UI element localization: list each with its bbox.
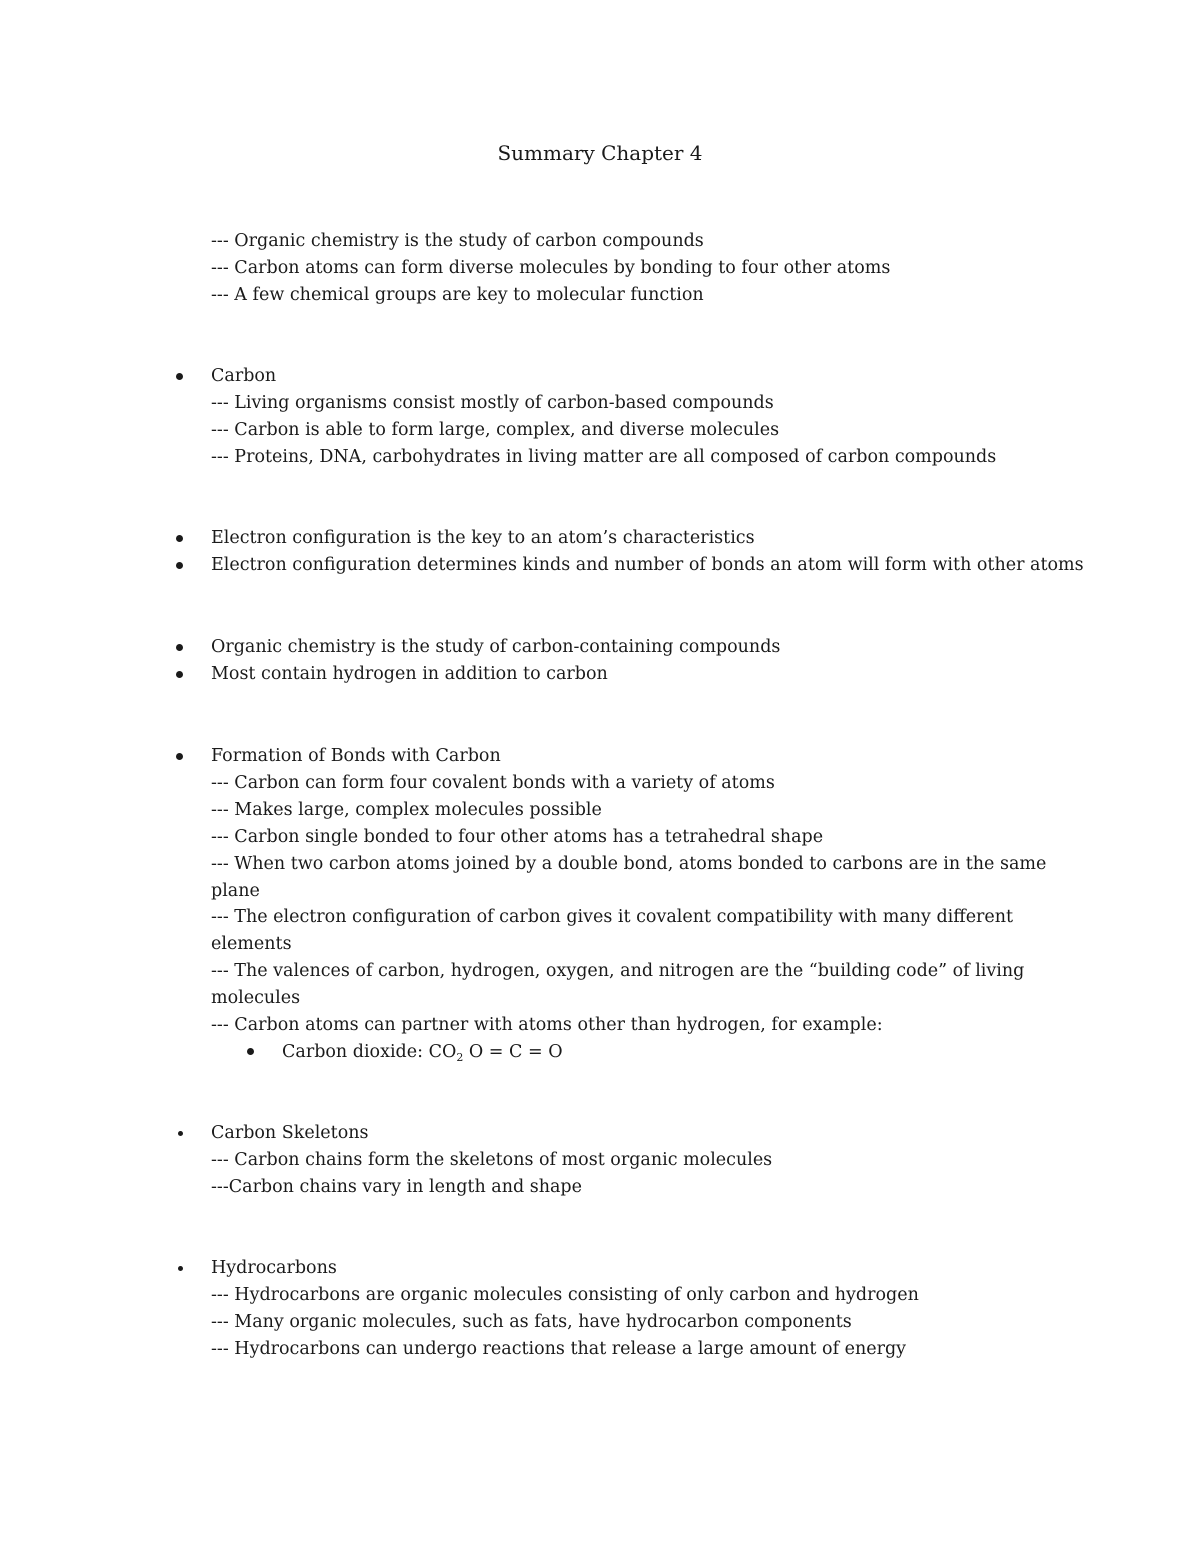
bonds-line: --- Makes large, complex molecules possible bbox=[211, 800, 602, 820]
organic-item: Organic chemistry is the study of carbon-containing compounds bbox=[211, 637, 781, 657]
bullet-icon bbox=[176, 535, 183, 542]
co2-suffix: O = C = O bbox=[463, 1042, 563, 1062]
co2-subscript: 2 bbox=[456, 1051, 464, 1064]
section-heading-bonds: Formation of Bonds with Carbon bbox=[211, 746, 501, 766]
co2-prefix: Carbon dioxide: CO bbox=[282, 1042, 457, 1062]
carbon-line: --- Living organisms consist mostly of carbon-based compounds bbox=[211, 393, 774, 413]
skeletons-line: ---Carbon chains vary in length and shape bbox=[211, 1177, 582, 1197]
bonds-line: --- Carbon atoms can partner with atoms other than hydrogen, for example: bbox=[211, 1015, 883, 1035]
bonds-line: --- The valences of carbon, hydrogen, oxygen, and nitrogen are the “building code” of living bbox=[211, 961, 1025, 981]
intro-line: --- Organic chemistry is the study of carbon compounds bbox=[211, 231, 704, 251]
bullet-icon bbox=[178, 1266, 183, 1271]
skeletons-line: --- Carbon chains form the skeletons of most organic molecules bbox=[211, 1150, 773, 1170]
page-title: Summary Chapter 4 bbox=[497, 141, 703, 165]
bonds-line: elements bbox=[211, 934, 292, 954]
bullet-icon bbox=[247, 1048, 254, 1055]
electron-item: Electron configuration is the key to an atom’s characteristics bbox=[211, 528, 755, 548]
bonds-line: --- Carbon single bonded to four other atoms has a tetrahedral shape bbox=[211, 827, 824, 847]
bullet-icon bbox=[176, 373, 183, 380]
bullet-icon bbox=[176, 671, 183, 678]
bonds-line: plane bbox=[211, 881, 260, 901]
bonds-line: --- When two carbon atoms joined by a double bond, atoms bonded to carbons are in the same bbox=[211, 854, 1047, 874]
intro-line: --- A few chemical groups are key to molecular function bbox=[211, 285, 704, 305]
section-heading-skeletons: Carbon Skeletons bbox=[211, 1123, 369, 1143]
bonds-line: molecules bbox=[211, 988, 301, 1008]
co2-formula bbox=[282, 1039, 563, 1067]
bullet-icon bbox=[176, 753, 183, 760]
bonds-line: --- Carbon can form four covalent bonds with a variety of atoms bbox=[211, 773, 775, 793]
intro-line: --- Carbon atoms can form diverse molecules by bonding to four other atoms bbox=[211, 258, 891, 278]
section-heading-hydrocarbons: Hydrocarbons bbox=[211, 1258, 337, 1278]
carbon-line: --- Proteins, DNA, carbohydrates in living matter are all composed of carbon compounds bbox=[211, 447, 997, 467]
hydrocarbons-line: --- Hydrocarbons are organic molecules consisting of only carbon and hydrogen bbox=[211, 1285, 919, 1305]
bullet-icon bbox=[178, 1131, 183, 1136]
electron-item: Electron configuration determines kinds and number of bonds an atom will form with other atoms bbox=[211, 555, 1084, 575]
organic-item: Most contain hydrogen in addition to carbon bbox=[211, 664, 608, 684]
bonds-line: --- The electron configuration of carbon gives it covalent compatibility with many different bbox=[211, 907, 1014, 927]
hydrocarbons-line: --- Many organic molecules, such as fats, have hydrocarbon components bbox=[211, 1312, 852, 1332]
bullet-icon bbox=[176, 562, 183, 569]
hydrocarbons-line: --- Hydrocarbons can undergo reactions that release a large amount of energy bbox=[211, 1339, 907, 1359]
section-heading-carbon: Carbon bbox=[211, 366, 277, 386]
carbon-line: --- Carbon is able to form large, complex, and diverse molecules bbox=[211, 420, 780, 440]
bullet-icon bbox=[176, 644, 183, 651]
